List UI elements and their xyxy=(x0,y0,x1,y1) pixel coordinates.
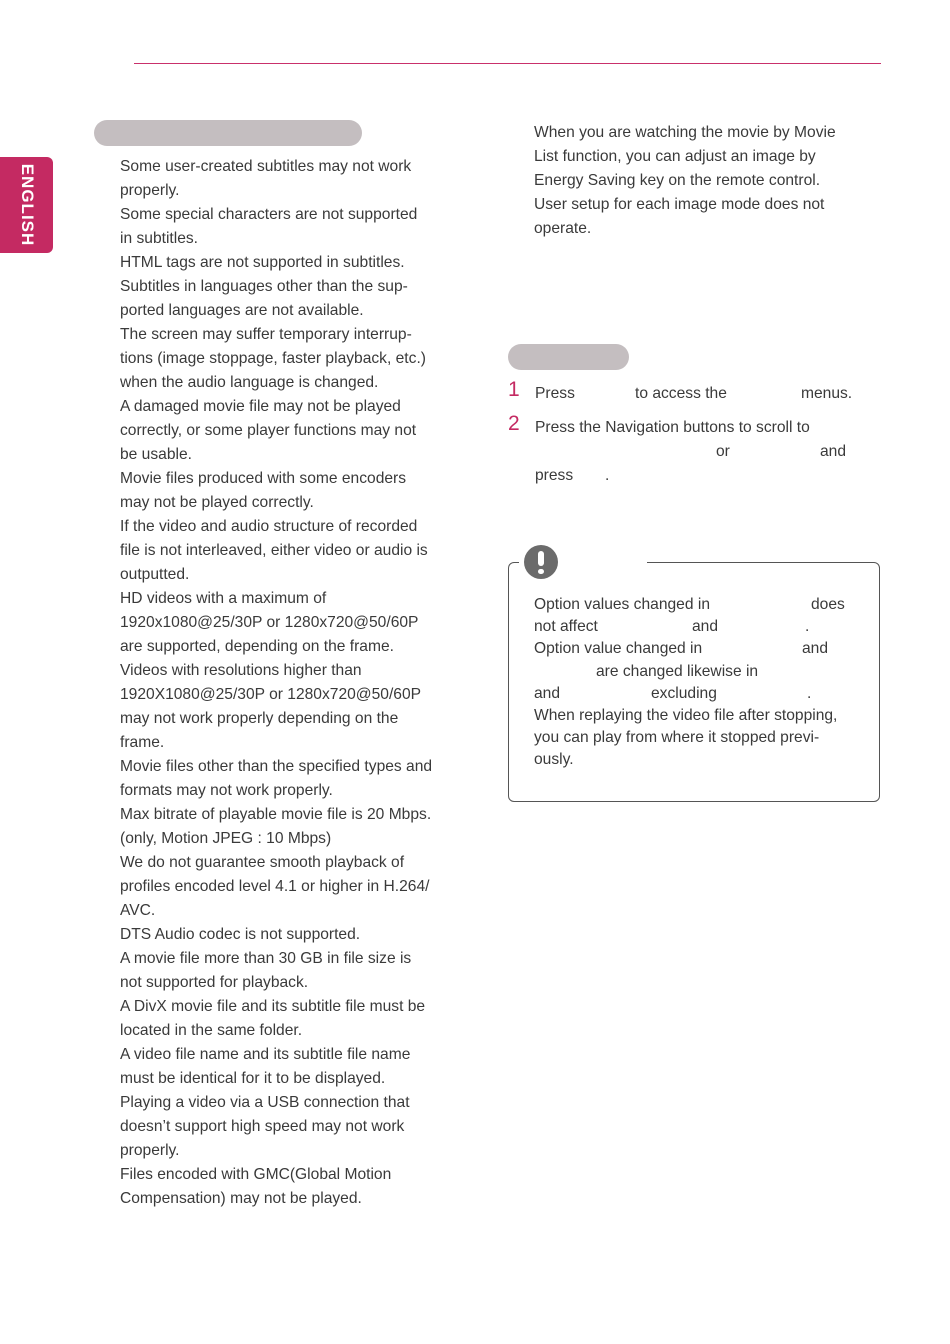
note-text: Option value changed in xyxy=(534,640,703,657)
step-number: 2 xyxy=(508,412,520,435)
list-line: Some user-created subtitles may not work xyxy=(120,158,412,175)
list-line: when the audio language is changed. xyxy=(120,374,379,391)
list-line: profiles encoded level 4.1 or higher in H.264/ xyxy=(120,878,430,895)
list-line: A video file name and its subtitle file name xyxy=(120,1046,411,1063)
energy-saving-paragraph xyxy=(534,121,864,241)
list-line: file is not interleaved, either video or audio is xyxy=(120,542,428,559)
para-line: User setup for each image mode does not xyxy=(534,196,825,213)
step-text: . xyxy=(605,467,610,484)
list-line: ported languages are not available. xyxy=(120,302,364,319)
list-line: A DivX movie file and its subtitle file must be xyxy=(120,998,426,1015)
note-text: and xyxy=(692,618,719,635)
list-line: may not work properly depending on the xyxy=(120,710,399,727)
list-line: tions (image stoppage, faster playback, etc.) xyxy=(120,350,426,367)
list-line: Movie files produced with some encoders xyxy=(120,470,407,487)
list-line: Compensation) may not be played. xyxy=(120,1190,362,1207)
note-text: excluding xyxy=(651,685,717,702)
list-line: A damaged movie file may not be played xyxy=(120,398,401,415)
step-text: and xyxy=(820,443,847,460)
step-number: 1 xyxy=(508,378,520,401)
list-line: We do not guarantee smooth playback of xyxy=(120,854,405,871)
para-line: Energy Saving key on the remote control. xyxy=(534,172,821,189)
step-text: or xyxy=(716,443,730,460)
list-line: The screen may suffer temporary interrup- xyxy=(120,326,412,343)
note-text: Option values changed in xyxy=(534,596,710,613)
para-line: operate. xyxy=(534,220,592,237)
note-text: you can play from where it stopped previ- xyxy=(534,729,820,746)
exclamation-icon xyxy=(524,545,558,579)
list-line: Subtitles in languages other than the sup- xyxy=(120,278,408,295)
list-line: 1920X1080@25/30P or 1280x720@50/60P xyxy=(120,686,422,703)
list-line: properly. xyxy=(120,182,180,199)
note-text: not affect xyxy=(534,618,598,635)
list-line: correctly, or some player functions may not xyxy=(120,422,417,439)
list-line: (only, Motion JPEG : 10 Mbps) xyxy=(120,830,332,847)
language-tab-label: ENGLISH xyxy=(17,163,37,247)
note-text: does xyxy=(811,596,845,613)
step-text: Press the Navigation buttons to scroll to xyxy=(535,419,810,436)
para-line: When you are watching the movie by Movie xyxy=(534,124,836,141)
para-line: List function, you can adjust an image by xyxy=(534,148,816,165)
language-tab xyxy=(0,157,53,253)
list-line: be usable. xyxy=(120,446,192,463)
list-line: Max bitrate of playable movie file is 20 Mbps. xyxy=(120,806,432,823)
list-line: If the video and audio structure of recorded xyxy=(120,518,418,535)
list-line: are supported, depending on the frame. xyxy=(120,638,394,655)
list-line: AVC. xyxy=(120,902,156,919)
list-line: must be identical for it to be displayed. xyxy=(120,1070,386,1087)
list-line: located in the same folder. xyxy=(120,1022,303,1039)
step-text: to access the xyxy=(635,385,727,402)
list-line: frame. xyxy=(120,734,165,751)
list-line: Playing a video via a USB connection that xyxy=(120,1094,410,1111)
list-line: doesn’t support high speed may not work xyxy=(120,1118,405,1135)
note-text: and xyxy=(534,685,561,702)
step-text: press xyxy=(535,467,574,484)
note-text: are changed likewise in xyxy=(596,663,759,680)
list-line: may not be played correctly. xyxy=(120,494,314,511)
header-rule xyxy=(134,63,881,64)
note-text: ously. xyxy=(534,751,574,768)
list-line: Some special characters are not supported xyxy=(120,206,418,223)
list-line: formats may not work properly. xyxy=(120,782,333,799)
list-line: 1920x1080@25/30P or 1280x720@50/60P xyxy=(120,614,419,631)
note-text: . xyxy=(807,685,812,702)
list-line: not supported for playback. xyxy=(120,974,309,991)
subtitle-notes-list xyxy=(120,155,460,1211)
list-line: HTML tags are not supported in subtitles. xyxy=(120,254,405,271)
list-line: in subtitles. xyxy=(120,230,199,247)
list-line: HD videos with a maximum of xyxy=(120,590,327,607)
list-line: A movie file more than 30 GB in file size is xyxy=(120,950,412,967)
step-text: menus. xyxy=(801,385,853,402)
note-text: and xyxy=(802,640,829,657)
section-heading-bar xyxy=(94,120,362,146)
list-line: Movie files other than the specified types and xyxy=(120,758,433,775)
list-line: outputted. xyxy=(120,566,190,583)
note-text: When replaying the video file after stopping, xyxy=(534,707,838,724)
list-line: properly. xyxy=(120,1142,180,1159)
list-line: Files encoded with GMC(Global Motion xyxy=(120,1166,392,1183)
note-text: . xyxy=(805,618,810,635)
list-line: Videos with resolutions higher than xyxy=(120,662,362,679)
step-text: Press xyxy=(535,385,575,402)
list-line: DTS Audio codec is not supported. xyxy=(120,926,361,943)
section-heading-bar-right xyxy=(508,344,629,370)
